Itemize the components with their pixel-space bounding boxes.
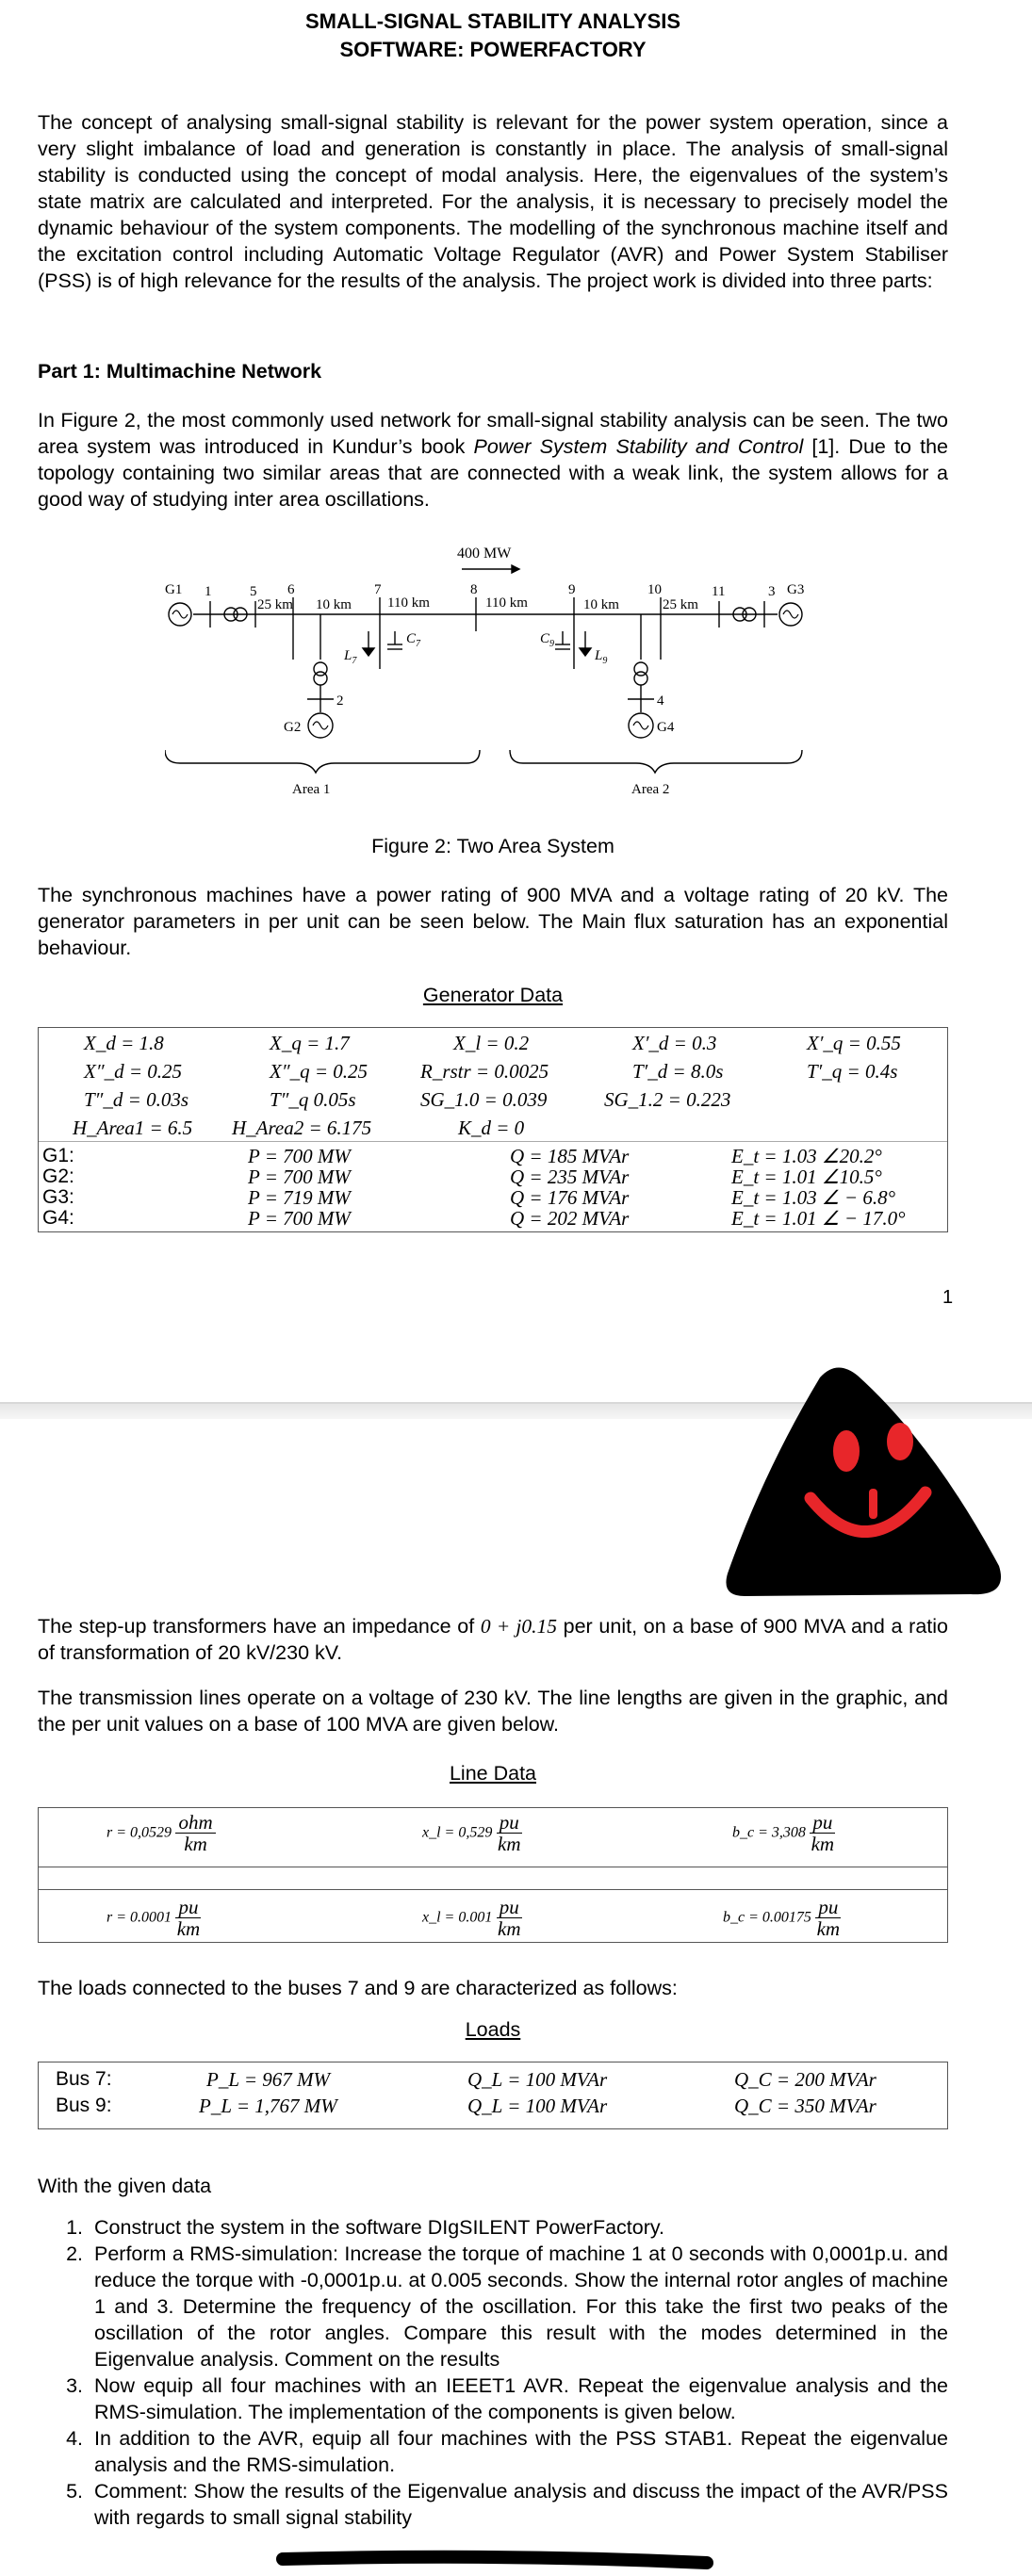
param-h-area2: H_Area2 = 6.175 [232, 1117, 372, 1139]
document-title [38, 8, 948, 64]
transformer-paragraph [38, 1613, 948, 1666]
doodle-face-drawing [716, 1349, 1018, 1604]
gen-g2-name: G2: [42, 1166, 74, 1187]
part1-text-a: In Figure 2, the most commonly used network for small-signal stability analysis can be seen. The two area system was introduced in Kundur’s book [38, 409, 948, 458]
part1-text-b: [1]. Due to the topology containing two similar areas that are connected with a weak link, the system allows for a good way of studying inter area oscillations. [38, 435, 948, 511]
bus-1: 1 [205, 584, 212, 599]
load-bus7-name: Bus 7: [56, 2068, 112, 2090]
transformer-text-a: The step-up transformers have an impedance of [38, 1615, 481, 1638]
gen-g4-q: Q = 202 MVAr [510, 1207, 630, 1230]
title-line-2: SOFTWARE: POWERFACTORY [339, 38, 647, 61]
given-data-text: With the given data [38, 2175, 212, 2197]
area-1-label: Area 1 [292, 782, 331, 797]
g4-label: G4 [657, 720, 675, 735]
page-number: 1 [942, 1287, 954, 1308]
gen-g4-name: G4: [42, 1207, 74, 1229]
param-sg12: SG_1.2 = 0.223 [604, 1088, 731, 1111]
gen-g1-name: G1: [42, 1145, 74, 1166]
bus-4: 4 [657, 693, 664, 709]
param-td-dprime: T″_d = 0.03s [84, 1088, 189, 1111]
task-item-5: 5. Comment: Show the results of the Eigenvalue analysis and discuss the impact of the AVR/PSS with regards to small signal stability [89, 2478, 948, 2531]
param-xd: X_d = 1.8 [84, 1032, 164, 1054]
scribble-mark [273, 2544, 716, 2572]
lines-paragraph: The transmission lines operate on a voltage of 230 kV. The line lengths are given in the graphic, and the per unit values on a base of 100 MVA are given below. [38, 1687, 948, 1736]
gen-g2-e: E_t = 1.01 ∠10.5° [731, 1166, 882, 1188]
loads-title: Loads [465, 2018, 521, 2041]
line-row-2-x: x_l = 0.001 $\frac{pu}{km}$ [422, 1896, 521, 1940]
bus-6: 6 [287, 582, 295, 597]
gen-g4-p: P = 700 MW [248, 1207, 351, 1230]
param-h-area1: H_Area1 = 6.5 [73, 1117, 193, 1139]
line-label-1: 25 km [257, 597, 293, 612]
gen-g1-e: E_t = 1.03 ∠20.2° [731, 1145, 882, 1167]
param-xq: X_q = 1.7 [270, 1032, 350, 1054]
param-xl: X_l = 0.2 [453, 1032, 530, 1054]
param-td-prime: T′_d = 8.0s [632, 1060, 724, 1083]
task-list [38, 2214, 948, 2531]
bus-7: 7 [374, 582, 382, 597]
param-xq-dprime: X″_q = 0.25 [270, 1060, 368, 1083]
gen-g3-q: Q = 176 MVAr [510, 1186, 630, 1209]
param-xq-prime: X′_q = 0.55 [807, 1032, 901, 1054]
load-7-label: $L_7$ [344, 648, 357, 666]
load-bus7-p: P_L = 967 MW [206, 2068, 331, 2091]
gen-g1-p: P = 700 MW [248, 1145, 351, 1167]
bus-5: 5 [250, 584, 257, 599]
part1-heading: Part 1: Multimachine Network [38, 360, 322, 383]
line-data-table [38, 1807, 948, 1943]
gen-g3-e: E_t = 1.03 ∠ − 6.8° [731, 1186, 895, 1209]
bus-2: 2 [336, 693, 344, 709]
line-row-1-r: r = 0,0529 $\frac{\text{ohm}}{km}$ [106, 1812, 216, 1854]
line-row-2-b: b_c = 0.00175 $\frac{pu}{km}$ [723, 1896, 841, 1940]
g2-label: G2 [284, 720, 302, 735]
generator-data-title: Generator Data [422, 984, 564, 1006]
generator-data-table [38, 1027, 948, 1232]
area-2-label: Area 2 [631, 782, 670, 797]
figure-caption: Figure 2: Two Area System [371, 835, 614, 857]
loads-table [38, 2062, 948, 2129]
line-data-title: Line Data [449, 1762, 537, 1785]
load-bus9-p: P_L = 1,767 MW [199, 2095, 337, 2117]
load-bus7-qc: Q_C = 200 MVAr [734, 2068, 876, 2091]
bus-9: 9 [568, 582, 576, 597]
task-item-1: 1. Construct the system in the software DIgSILENT PowerFactory. [89, 2214, 948, 2241]
param-rstr: R_rstr = 0.0025 [420, 1060, 549, 1083]
param-tq-dprime: T″_q 0.05s [270, 1088, 356, 1111]
param-xd-prime: X′_d = 0.3 [632, 1032, 717, 1054]
load-bus9-name: Bus 9: [56, 2095, 112, 2116]
gen-g4-e: E_t = 1.01 ∠ − 17.0° [731, 1207, 906, 1230]
line-label-4: 110 km [485, 595, 528, 611]
param-tq-prime: T′_q = 0.4s [807, 1060, 898, 1083]
intro-paragraph: The concept of analysing small-signal stability is relevant for the power system operation, since a very slight imbalance of load and generation is constantly in place. The analysis of small-signal stability is conducted using the concept of modal analysis. Here, the eigenvalues of the system’s state matrix are calculated and interpreted. For the analysis, it is necessary to precisely model the dynamic behaviour of the system components. The modelling of the synchronous machine itself and the excitation control including Automatic Voltage Regulator (AVR) and Power System Stabiliser (PSS) is of high relevance for the results of the analysis. The project work is divided into three parts: [38, 111, 948, 292]
loads-paragraph: The loads connected to the buses 7 and 9 are characterized as follows: [38, 1977, 678, 1999]
gen-g3-name: G3: [42, 1186, 74, 1208]
g1-label: G1 [165, 582, 183, 597]
task-item-4: 4. In addition to the AVR, equip all four machines with the PSS STAB1. Repeat the eigenvalue analysis and the RMS-simulation. [89, 2425, 948, 2478]
line-label-3: 110 km [387, 595, 430, 611]
task-item-3: 3. Now equip all four machines with an IEEET1 AVR. Repeat the eigenvalue analysis and the RMS-simulation. The implementation of the components is given below. [89, 2372, 948, 2425]
load-bus9-qc: Q_C = 350 MVAr [734, 2095, 876, 2117]
sync-paragraph: The synchronous machines have a power rating of 900 MVA and a voltage rating of 20 kV. The generator parameters in per unit can be seen below. The Main flux saturation has an exponential behaviour. [38, 884, 948, 959]
transformer-impedance: 0 + j0.15 [480, 1615, 557, 1638]
line-label-5: 10 km [583, 597, 619, 612]
task-item-2: 2. Perform a RMS-simulation: Increase the torque of machine 1 at 0 seconds with 0,0001p.u. and reduce the torque with -0,0001p.u. at 0.005 seconds. Show the internal rotor angles of machine 1 and 3. Determine the frequency of the oscillation. For this take the first two peaks of the oscillation of the rotor angles. Compare this result with the modes determined in the Eigenvalue analysis. Comment on the results [89, 2241, 948, 2372]
line-label-6: 25 km [663, 597, 698, 612]
param-xd-dprime: X″_d = 0.25 [84, 1060, 182, 1083]
cap-7-label: $C_7$ [406, 631, 421, 649]
bus-10: 10 [647, 582, 662, 597]
bus-8: 8 [470, 582, 478, 597]
gen-g2-q: Q = 235 MVAr [510, 1166, 630, 1188]
title-line-1: SMALL-SIGNAL STABILITY ANALYSIS [304, 9, 681, 33]
transfer-label: 400 MW [457, 546, 512, 562]
gen-g1-q: Q = 185 MVAr [510, 1145, 630, 1167]
gen-g2-p: P = 700 MW [248, 1166, 351, 1188]
part1-paragraph [38, 407, 948, 513]
load-bus7-q: Q_L = 100 MVAr [467, 2068, 608, 2091]
cap-9-label: $C_9$ [540, 631, 555, 649]
param-kd: K_d = 0 [458, 1117, 525, 1139]
line-row-2-r: r = 0.0001 $\frac{pu}{km}$ [106, 1896, 201, 1940]
two-area-system-diagram [165, 537, 825, 820]
bus-3: 3 [768, 584, 776, 599]
line-row-1-b: b_c = 3,308 $\frac{pu}{km}$ [732, 1811, 835, 1855]
line-label-2: 10 km [316, 597, 352, 612]
param-sg10: SG_1.0 = 0.039 [420, 1088, 548, 1111]
gen-g3-p: P = 719 MW [248, 1186, 351, 1209]
load-9-label: $L_9$ [595, 648, 608, 666]
bus-11: 11 [712, 584, 726, 599]
g3-label: G3 [787, 582, 805, 597]
line-row-1-x: x_l = 0,529 $\frac{pu}{km}$ [422, 1811, 521, 1855]
transformer-text-b: per unit, on a base of 900 MVA and a ratio of transformation of 20 kV/230 kV. [38, 1615, 949, 1664]
part1-book-title: Power System Stability and Control [473, 435, 804, 458]
load-bus9-q: Q_L = 100 MVAr [467, 2095, 608, 2117]
